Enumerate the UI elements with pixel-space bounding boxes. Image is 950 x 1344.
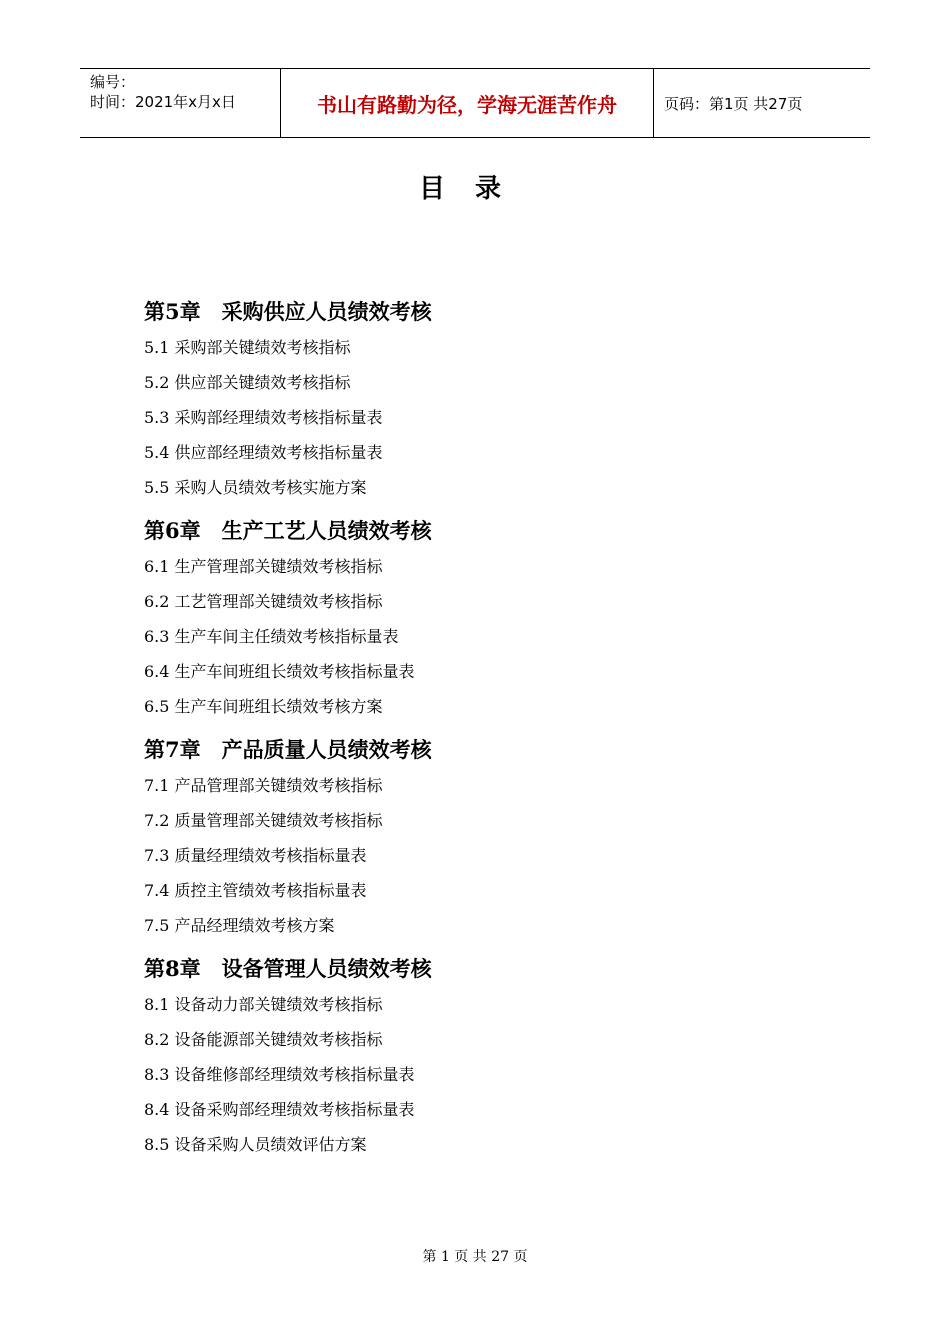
toc-item[interactable]: 5.3 采购部经理绩效考核指标量表	[144, 408, 383, 427]
toc-item[interactable]: 5.1 采购部关键绩效考核指标	[144, 338, 351, 357]
chapter-heading[interactable]: 第8章 设备管理人员绩效考核	[144, 956, 432, 981]
toc-item[interactable]: 7.3 质量经理绩效考核指标量表	[144, 846, 367, 865]
document-time-label: 时间：2021年x月x日	[90, 93, 236, 111]
chapter-heading[interactable]: 第7章 产品质量人员绩效考核	[144, 737, 432, 762]
toc-item[interactable]: 6.2 工艺管理部关键绩效考核指标	[144, 592, 383, 611]
page-header	[80, 68, 870, 138]
toc-item[interactable]: 6.5 生产车间班组长绩效考核方案	[144, 697, 383, 716]
toc-item[interactable]: 6.3 生产车间主任绩效考核指标量表	[144, 627, 399, 646]
page-footer: 第 1 页 共 27 页	[422, 1249, 528, 1265]
toc-item[interactable]: 8.2 设备能源部关键绩效考核指标	[144, 1030, 383, 1049]
document-number-label: 编号：	[90, 73, 136, 91]
header-motto: 书山有路勤为径，学海无涯苦作舟	[281, 69, 654, 137]
toc-item[interactable]: 7.5 产品经理绩效考核方案	[144, 916, 335, 935]
chapter-heading[interactable]: 第5章 采购供应人员绩效考核	[144, 299, 432, 324]
toc-chapter-6	[144, 513, 844, 724]
table-of-contents	[144, 294, 844, 1162]
toc-item[interactable]: 7.4 质控主管绩效考核指标量表	[144, 881, 367, 900]
toc-item[interactable]: 5.4 供应部经理绩效考核指标量表	[144, 443, 383, 462]
chapter-heading[interactable]: 第6章 生产工艺人员绩效考核	[144, 518, 432, 543]
toc-item[interactable]: 5.5 采购人员绩效考核实施方案	[144, 478, 367, 497]
toc-item[interactable]: 8.1 设备动力部关键绩效考核指标	[144, 995, 383, 1014]
header-left-cell	[80, 69, 281, 137]
toc-chapter-8	[144, 951, 844, 1162]
toc-title: 目录	[418, 174, 531, 204]
toc-item[interactable]: 6.4 生产车间班组长绩效考核指标量表	[144, 662, 415, 681]
toc-item[interactable]: 7.2 质量管理部关键绩效考核指标	[144, 811, 383, 830]
toc-item[interactable]: 7.1 产品管理部关键绩效考核指标	[144, 776, 383, 795]
toc-item[interactable]: 5.2 供应部关键绩效考核指标	[144, 373, 351, 392]
header-page-info: 页码：第1页 共27页	[664, 94, 803, 113]
toc-chapter-5	[144, 294, 844, 505]
toc-item[interactable]: 8.5 设备采购人员绩效评估方案	[144, 1135, 367, 1154]
toc-item[interactable]: 6.1 生产管理部关键绩效考核指标	[144, 557, 383, 576]
toc-item[interactable]: 8.3 设备维修部经理绩效考核指标量表	[144, 1065, 415, 1084]
toc-item[interactable]: 8.4 设备采购部经理绩效考核指标量表	[144, 1100, 415, 1119]
toc-chapter-7	[144, 732, 844, 943]
